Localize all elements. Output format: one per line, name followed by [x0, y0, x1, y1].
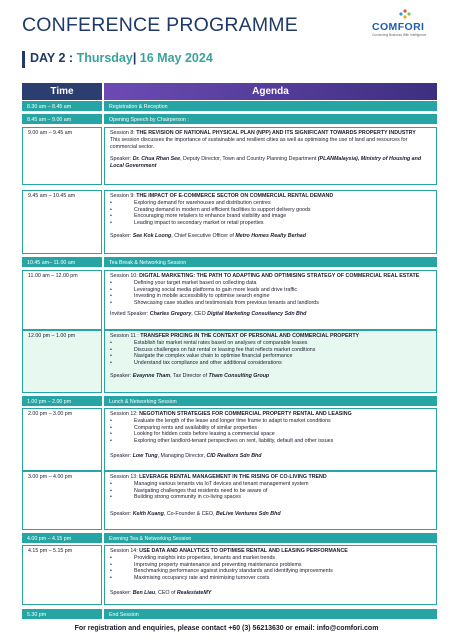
table-row	[22, 127, 437, 185]
bullet-item: • Discuss challenges on fair rental or leasing fee that reflects market conditions	[110, 347, 432, 354]
speaker-name: Dr. Chua Rhan See	[132, 156, 181, 163]
session-bullets	[110, 340, 432, 367]
speaker-name: Keith Kuang	[132, 511, 164, 518]
row-time: 4.15 pm – 5.15 pm	[22, 545, 102, 605]
session-bullets	[110, 200, 432, 227]
session-speaker	[110, 590, 432, 597]
bullet-item: • Comparing rents and availability of similar properties	[110, 425, 432, 432]
session-heading	[110, 193, 432, 200]
row-agenda	[104, 408, 437, 471]
agenda-column-header: Agenda	[104, 83, 437, 100]
logo-wordmark: COMFORI	[372, 21, 425, 33]
row-agenda	[104, 471, 437, 530]
table-row	[22, 609, 437, 619]
speaker-role: , Tax Director of	[170, 372, 209, 379]
row-time: 2.00 pm – 3.00 pm	[22, 408, 102, 471]
comfori-logo	[372, 9, 438, 37]
programme-table-header	[22, 83, 437, 100]
row-time: 3.00 pm – 4.00 pm	[22, 471, 102, 530]
session-heading	[110, 130, 432, 137]
speaker-organisation: RealestateMY	[176, 589, 212, 596]
logo-mark-icon	[398, 9, 412, 20]
bullet-item: • Defining your target market based on collecting data	[110, 280, 432, 287]
day-label: DAY 2 :	[30, 51, 77, 65]
row-time: 5.30 pm	[22, 609, 102, 619]
session-title: USE DATA AND ANALYTICS TO OPTIMISE RENTAL AND LEASING PERFORMANCE	[139, 548, 348, 554]
row-time: 12.00 pm – 1.00 pm	[22, 330, 102, 393]
session-number: Session 14:	[110, 548, 140, 554]
contact-footer: For registration and enquiries, please contact +60 (3) 56213630 or email: info@comfori.com	[74, 625, 379, 632]
row-time: 8.45 am – 9.00 am	[22, 114, 102, 124]
speaker-label: Speaker:	[110, 589, 133, 596]
bullet-item: • Evaluate the length of the lease and longer time frame to adapt to market conditions	[110, 418, 432, 425]
bullet-item: • Looking for hidden costs before leasing a commercial space	[110, 431, 432, 438]
bullet-item: • Creating demand in modern and efficient facilities to support delivery goods	[110, 207, 432, 214]
session-number: Session 10:	[110, 273, 140, 279]
speaker-label: Speaker:	[110, 452, 133, 459]
session-speaker	[110, 156, 432, 170]
bullet-item: • Providing insights into properties, tenants and market trends	[110, 555, 432, 562]
session-number: Session 12:	[110, 411, 140, 417]
speaker-role: , Chief Executive Officer of	[171, 232, 236, 239]
table-row	[22, 471, 437, 530]
table-row	[22, 533, 437, 543]
bullet-item: • Encouraging more retailers to enhance brand visibility and image	[110, 213, 432, 220]
speaker-role: , Deputy Director, Town and Country Planning Department	[180, 156, 318, 163]
row-agenda: Evening Tea & Networking Session	[104, 533, 437, 543]
session-heading	[110, 548, 432, 555]
session-title: LEVERAGE RENTAL MANAGEMENT IN THE RISING OF CO-LIVING TREND	[139, 474, 327, 480]
row-agenda: Opening Speech by Chairperson :	[104, 114, 437, 124]
row-agenda	[104, 270, 437, 330]
session-title: DIGITAL MARKETING: THE PATH TO ADAPTING AND OPTIMISING STRATEGY OF COMMERCIAL REAL ESTATE	[139, 273, 420, 279]
session-speaker	[110, 311, 432, 318]
table-row	[22, 270, 437, 330]
bullet-item: • Benchmarking performance against industry standards and identifying improvements	[110, 568, 432, 575]
row-time: 11.00 am – 12.00 pm	[22, 270, 102, 330]
speaker-label: Speaker:	[110, 156, 133, 163]
speaker-role: , Co-Founder & CEO,	[163, 511, 216, 518]
session-bullets	[110, 555, 432, 582]
bullet-item: • Improving property maintenance and preventing maintenance problems	[110, 562, 432, 569]
bullet-item: • Understand tax compliance and other additional considerations	[110, 360, 432, 367]
speaker-organisation: Tham Consulting Group	[208, 372, 270, 379]
session-speaker	[110, 373, 432, 380]
speaker-organisation: CID Realtors Sdn Bhd	[206, 452, 262, 459]
session-speaker	[110, 233, 432, 240]
bullet-item: • Investing in mobile accessibility to optimise search engine	[110, 293, 432, 300]
table-row	[22, 330, 437, 393]
table-row	[22, 396, 437, 406]
session-speaker	[110, 511, 432, 518]
bullet-item: • Leading impact to secondary market or retail properties	[110, 220, 432, 227]
speaker-organisation: (PLANMalaysia), Ministry of Housing and Local Government	[110, 156, 422, 170]
session-bullets	[110, 418, 432, 445]
row-agenda	[104, 127, 437, 185]
session-heading	[110, 273, 432, 280]
session-title: NEGOTIATION STRATEGIES FOR COMMERCIAL PROPERTY RENTAL AND LEASING	[139, 411, 352, 417]
session-number: Session 9:	[110, 193, 137, 199]
page-title: CONFERENCE PROGRAMME	[22, 14, 298, 36]
session-number: Session 13:	[110, 474, 140, 480]
row-agenda: End Session	[104, 609, 437, 619]
day-accent-bar	[22, 51, 25, 68]
session-description: This session discusses the importance of sustainable and resilient cities as well as optimising the use of land and resources for commercial sector.	[110, 136, 408, 150]
speaker-name: Charles Gregory	[149, 310, 192, 317]
row-time: 1.00 pm – 2.00 pm	[22, 396, 102, 406]
speaker-role: , CEO of	[155, 589, 177, 596]
session-heading	[110, 333, 432, 340]
row-agenda: Lunch & Networking Session	[104, 396, 437, 406]
table-row	[22, 114, 437, 124]
bullet-item: • Maximising occupancy rate and minimising turnover costs	[110, 575, 432, 582]
session-heading	[110, 411, 432, 418]
bullet-item: • Establish fair market rental rates based on analyses of comparable leases	[110, 340, 432, 347]
speaker-label: Speaker:	[110, 232, 133, 239]
table-row	[22, 190, 437, 254]
bullet-item: • Navigate the complex value chain to optimise financial performance	[110, 353, 432, 360]
row-agenda	[104, 330, 437, 393]
day-date: 16 May 2024	[136, 51, 213, 65]
session-number: Session 8:	[110, 130, 137, 136]
table-row	[22, 545, 437, 605]
session-speaker	[110, 453, 432, 460]
row-agenda: Registration & Reception	[104, 101, 437, 111]
table-row	[22, 408, 437, 471]
session-title: THE IMPACT OF E-COMMERCE SECTOR ON COMMERCIAL RENTAL DEMAND	[136, 193, 334, 199]
speaker-organisation: BeLive Ventures Sdn Bhd	[216, 511, 281, 518]
session-bullets	[110, 481, 432, 501]
speaker-role: , CEO	[191, 310, 208, 317]
row-time: 10.45 am– 11.00 am	[22, 257, 102, 267]
table-row	[22, 101, 437, 111]
speaker-organisation: Digital Marketing Consultancy Sdn Bhd	[207, 310, 307, 317]
speaker-label: Invited Speaker:	[110, 310, 150, 317]
bullet-item: • Managing various tenants via IoT devices and tenant management system	[110, 481, 432, 488]
bullet-item: • Showcasing case studies and testimonials from previous tenants and landlords	[110, 300, 432, 307]
row-time: 9.45 am – 10.45 am	[22, 190, 102, 254]
speaker-name: See Kok Loong	[132, 232, 172, 239]
row-agenda	[104, 190, 437, 254]
bullet-item: • Exploring demand for warehouses and distribution centres	[110, 200, 432, 207]
bullet-item: • Leveraging social media platforms to gain more leads and drive traffic	[110, 287, 432, 294]
time-column-header: Time	[22, 83, 102, 100]
row-time: 4.00 pm – 4.15 pm	[22, 533, 102, 543]
bullet-item: • Exploring other landlord-tenant perspectives on rent, liability, default and other issues	[110, 438, 432, 445]
session-number: Session 11 :	[110, 333, 141, 339]
speaker-label: Speaker:	[110, 372, 133, 379]
bullet-item: • Building strong community in co-living spaces	[110, 494, 432, 501]
row-time: 9.00 am – 9.45 am	[22, 127, 102, 185]
speaker-name: Evaynne Tham	[132, 372, 171, 379]
speaker-label: Speaker:	[110, 511, 133, 518]
day-heading	[30, 51, 213, 65]
session-title: TRANSFER PRICING IN THE CONTEXT OF PERSONAL AND COMMERCIAL PROPERTY	[140, 333, 360, 339]
speaker-name: Low Tung	[132, 452, 158, 459]
day-weekday: Thursday	[76, 51, 133, 65]
speaker-role: , Managing Director,	[157, 452, 207, 459]
speaker-name: Ben Liau	[132, 589, 156, 596]
table-row	[22, 257, 437, 267]
day-separator: |	[132, 51, 137, 65]
row-agenda	[104, 545, 437, 605]
row-time: 8.30 am – 8.45 am	[22, 101, 102, 111]
logo-tagline: Connecting Business With Intelligence	[372, 33, 427, 37]
session-heading	[110, 474, 432, 481]
row-agenda: Tea Break & Networking Session	[104, 257, 437, 267]
bullet-item: • Navigating challenges that residents need to be aware of	[110, 488, 432, 495]
session-bullets	[110, 280, 432, 307]
speaker-organisation: Metro Homes Realty Berhad	[235, 232, 306, 239]
session-title: THE REVISION OF NATIONAL PHYSICAL PLAN (NPP) AND ITS SIGNIFICANT TOWARDS PROPERTY INDUSTRY	[136, 130, 416, 136]
